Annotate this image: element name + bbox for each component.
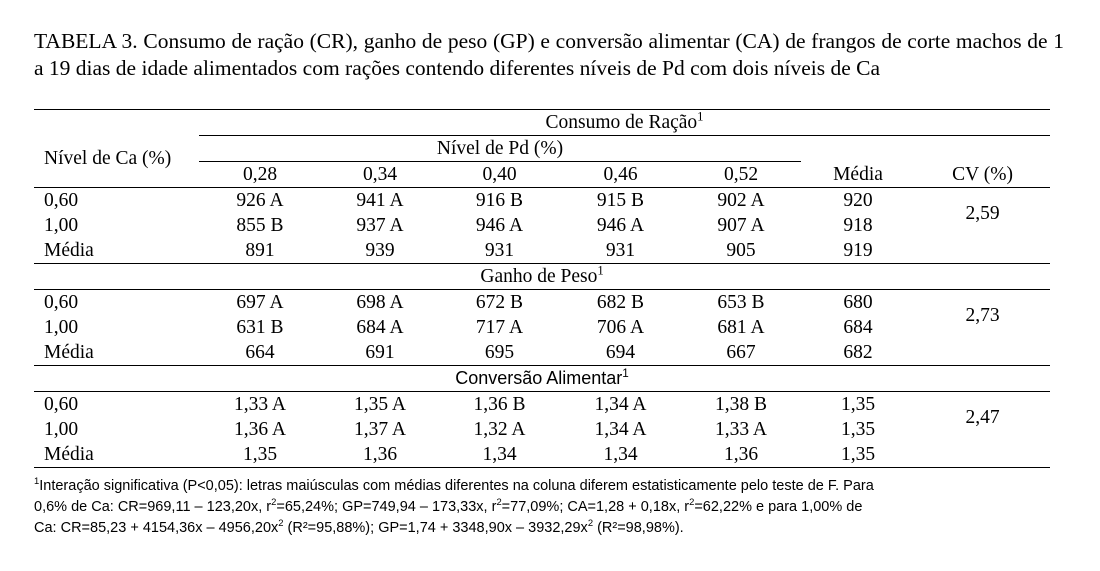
table-cell: 1,33 A xyxy=(714,419,767,440)
table-cell: 667 xyxy=(726,342,756,363)
table-cell: 1,34 A xyxy=(594,419,647,440)
table-row xyxy=(34,392,1050,418)
mean-cell: 682 xyxy=(843,342,873,363)
header-pd-value: 0,40 xyxy=(439,162,560,188)
table-footnote xyxy=(34,476,1064,539)
header-cv: CV (%) xyxy=(915,162,1050,188)
table-row xyxy=(34,290,1050,316)
table-row xyxy=(34,213,1050,238)
row-label: 0,60 xyxy=(44,394,79,415)
table-cell: 1,35 xyxy=(199,442,321,468)
table-row xyxy=(34,188,1050,214)
table-cell: 926 A xyxy=(199,188,321,214)
row-label: 0,60 xyxy=(34,188,199,214)
mean-cell: 919 xyxy=(843,240,873,261)
table-cell: 931 xyxy=(605,240,636,261)
table-cell: 1,34 A xyxy=(594,394,647,415)
cv-cell: 2,73 xyxy=(965,304,1000,326)
header-mean: Média xyxy=(801,162,915,188)
table-cell: 1,37 A xyxy=(353,419,406,440)
table-cell: 902 A xyxy=(681,188,801,214)
table-cell: 946 A xyxy=(475,215,524,236)
section-title-consumo: Consumo de Ração$^1$ xyxy=(199,110,1050,136)
mean-cell: 1,35 xyxy=(840,419,876,440)
header-pd-value: 0,34 xyxy=(321,162,439,188)
table-cell: 664 xyxy=(245,342,275,363)
table-cell: 855 B xyxy=(236,215,284,236)
table-cell: 946 A xyxy=(596,215,645,236)
row-label: 1,00 xyxy=(44,215,79,236)
row-label: 1,00 xyxy=(44,419,79,440)
row-label: Média xyxy=(44,342,94,363)
table-cell: 682 B xyxy=(596,292,645,313)
table-row xyxy=(34,238,1050,264)
table-cell: 717 A xyxy=(475,317,524,338)
row-label: 0,60 xyxy=(44,292,79,313)
table-cell: 937 A xyxy=(356,215,404,236)
results-table xyxy=(34,109,1050,468)
header-pd-value: 0,46 xyxy=(560,162,681,188)
cv-cell: 2,47 xyxy=(965,406,1000,428)
footnote-line-3: Ca: $CR=85,23 + 4154,36x - 4956,20x^2$ (R²=95,88%); $GP=1,74 + 3348,90x - 3932,29x^2$ (R²=98,98%). xyxy=(34,517,684,536)
table-cell: 1,35 A xyxy=(353,394,406,415)
footnote-line-1: $^1$Interação significativa (P<0,05): letras maiúsculas com médias diferentes na coluna diferem estatisticamente pelo teste de F. Para xyxy=(34,475,874,494)
table-cell: 1,34 xyxy=(560,442,681,468)
table-cell: 706 A xyxy=(596,317,645,338)
table-cell: 631 B xyxy=(236,317,284,338)
header-pd-level: Nível de Pd (%) xyxy=(199,136,801,162)
table-cell: 905 xyxy=(726,240,756,261)
table-cell: 1,38 B xyxy=(714,394,767,415)
mean-cell: 680 xyxy=(843,292,873,313)
mean-cell: 920 xyxy=(801,188,915,214)
table-cell: 931 xyxy=(484,240,515,261)
table-row xyxy=(34,340,1050,366)
mean-cell: 684 xyxy=(843,317,873,338)
table-cell: 891 xyxy=(245,240,275,261)
table-cell: 1,36 A xyxy=(233,419,286,440)
table-cell: 1,36 xyxy=(321,442,439,468)
cv-cell: 2,59 xyxy=(915,188,1050,239)
footnote-line-2: 0,6% de Ca: CR=969,11 – 123,20x, $r^2=65,24\%$; GP=749,94 – 173,33x, $r^2=77,09\%$; CA=1,28 + 0,18x, $r^2=62,22\%$ e para 1,00% de xyxy=(34,496,863,515)
table-cell: 907 A xyxy=(717,215,765,236)
row-label: Média xyxy=(44,240,94,261)
table-cell: 695 xyxy=(484,342,515,363)
mean-cell: 1,35 xyxy=(801,442,915,468)
section-title-conversao: Conversão Alimentar$^1$ xyxy=(34,366,1050,392)
table-cell: 1,36 xyxy=(681,442,801,468)
table-cell: 1,32 A xyxy=(473,419,526,440)
table-cell: 941 A xyxy=(321,188,439,214)
table-cell: 697 A xyxy=(236,292,284,313)
table-cell: 684 A xyxy=(356,317,404,338)
table-caption: TABELA 3. Consumo de ração (CR), ganho de peso (GP) e conversão alimentar (CA) de frangos de corte machos de 1 a 19 dias de idade alimentados com rações contendo diferentes níveis de Pd com dois níveis de Ca xyxy=(34,29,1064,80)
mean-cell: 918 xyxy=(843,215,873,236)
table-cell: 939 xyxy=(365,240,395,261)
row-label: Média xyxy=(34,442,199,468)
table-cell: 1,34 xyxy=(439,442,560,468)
table-row xyxy=(34,315,1050,340)
table-cell: 681 A xyxy=(717,317,765,338)
table-row xyxy=(34,417,1050,442)
table-row xyxy=(34,442,1050,468)
table-cell: 698 A xyxy=(356,292,404,313)
table-cell: 915 B xyxy=(560,188,681,214)
table-cell: 691 xyxy=(365,342,395,363)
section-title-ganho: Ganho de Peso$^1$ xyxy=(34,264,1050,290)
table-cell: 1,33 A xyxy=(233,394,286,415)
header-pd-value: 0,28 xyxy=(199,162,321,188)
table-cell: 694 xyxy=(605,342,636,363)
table-cell: 916 B xyxy=(439,188,560,214)
mean-cell: 1,35 xyxy=(840,394,876,415)
table-cell: 1,36 B xyxy=(473,394,526,415)
table-cell: 653 B xyxy=(717,292,765,313)
header-pd-value: 0,52 xyxy=(681,162,801,188)
row-label: 1,00 xyxy=(44,317,79,338)
header-ca-level: Nível de Ca (%) xyxy=(44,147,172,169)
table-cell: 672 B xyxy=(475,292,524,313)
